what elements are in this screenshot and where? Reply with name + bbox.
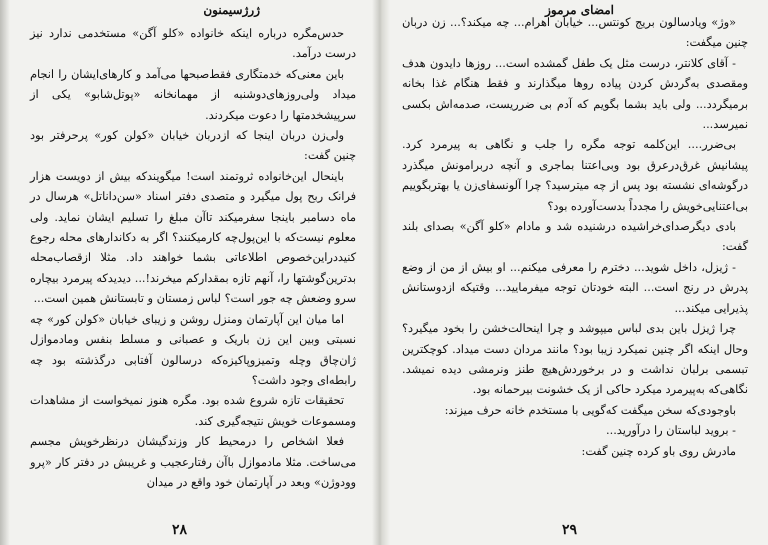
paragraph: حدس‌مگره درباره اینکه خانواده «کلو آگن» مستخدمی ندارد نیز درست درآمد. xyxy=(30,27,356,61)
paragraph: - بروید لباستان را درآورید... xyxy=(606,424,736,438)
left-edge-shadow xyxy=(0,0,10,545)
left-page xyxy=(12,0,370,545)
paragraph: «وژ» ویادسالون بریج کونتس... خیابان اهرام... چه میکند؟... زن دربان چنین میگفت: xyxy=(402,16,748,50)
paragraph: - آقای کلانتر، درست مثل یک طفل گمشده است... روزها دایدون هدف ومقصدی به‌گردش کردن پیاده روها میگذارند و فقط هنگام غذا بخانه برمیگردد... ولی باید بشما بگویم که آدم بی ضرریست، صدمه‌اش بکسی نمیرسد... xyxy=(402,56,748,132)
running-head: ژرژسیمنون xyxy=(203,3,260,17)
running-head: امضای مرموز xyxy=(545,3,614,17)
page-body xyxy=(30,24,356,493)
paragraph: فعلا اشخاص را درمحیط کار وزندگیشان درنظرخویش مجسم می‌ساخت. مثلا مادموازل باآن رفتارعجیب و غریبش در دفتر کار «پرو وودوژن» وبعد در آپارتمان خود واقع در میدان xyxy=(30,435,356,489)
paragraph: بادی دیگرصدای‌خراشیده درشنیده شد و مادام «کلو آگن» بصدای بلند گفت: xyxy=(402,220,748,254)
paragraph: باوجودی‌که سخن میگفت که‌گویی با مستخدم خانه حرف میزند: xyxy=(444,403,736,417)
paragraph: باینحال این‌خانواده ثروتمند است! میگویند‌که بیش از دویست هزار فرانک ربح پول میگیرد و متصدی دفتر اسناد «سن‌داناتل» هرسال در ماه دسامبر باینجا سفرمیکند تاآن مبلغ را تسلیم ایشان نماید. ولی معلوم نیست‌که با این‌پول‌چه کارمیکنند؟ اگر به دکاندارهای محله رجوع کنیددراین‌خصوص اطلاعاتی بشما خواهند داد. مثلا ازقصاب‌محله بدترین‌گوشتها را، آنهم تازه بمقدارکم میخرند!... دیدید‌که پیرمرد بیچاره سرو وضعش چه جور است؟ لباس زمستان و تابستانش همین است... xyxy=(30,169,356,306)
page-number: ۲۸ xyxy=(172,522,188,538)
right-page xyxy=(392,0,764,545)
paragraph: بی‌ضرر.... این‌کلمه توجه مگره را جلب و نگاهی به پیرمرد کرد. پیشانیش غرق‌درعرق بود وبی‌اعتنا بماجری و آنچه دربرامونش میگذرد درگوشه‌ای نشسته بود پس از چه میترسید؟ چرا آلونسفای‌زن یا بهتربگوییم بی‌اعتنایی‌خویش را مجدداً بدست‌آورده بود؟ xyxy=(402,138,748,213)
paragraph: ولی‌زن دربان اینجا که ازدربان خیابان «کولن کور» پرحرفتر بود چنین گفت: xyxy=(30,129,356,163)
book-gutter xyxy=(372,0,390,545)
page-body xyxy=(402,13,748,462)
paragraph: اما میان این آپارتمان ومنزل روشن و زیبای خیابان «کولن کور» چه نسبتی وبین این زن باریک و عصبانی و مسلط بنفس ومادموازل ژان‌چاق وچله وتمیزوپاکیزه‌که درسالون آفتابی درگذشته بود چه رابطه‌ای وجود داشت؟ xyxy=(30,312,356,387)
paragraph: باین معنی‌که خدمتگاری فقط‌صبحها می‌آمد و کارهای‌ایشان را انجام میداد ولی‌روزهای‌دوشنبه از مهمانخانه «پوتل‌شابو» یکی از سرپیشخدمتها را دعوت میکردند. xyxy=(30,67,356,122)
paragraph: تحقیقات تازه شروع شده بود. مگره هنوز نمیخواست از مشاهدات ومسموعات خویش نتیجه‌گیری کند. xyxy=(30,394,356,428)
paragraph: - ژیزل، داخل شوید... دخترم را معرفی میکنم... او بیش از من از وضع پدرش در رنج است... البته خودتان توجه میفرمایید... وقتیکه ازدوستانش پذیرایی میکند... xyxy=(402,260,748,315)
paragraph: مادرش روی باو کرده چنین گفت: xyxy=(581,444,736,458)
page-number: ۲۹ xyxy=(562,522,578,538)
paragraph: چرا ژیزل باین بدی لباس میپوشد و چرا اینحالت‌خشن را بخود میگیرد؟ وحال اینکه اگر چنین نمیکرد زیبا بود؟ مانند مردان دست میداد. کوچکترین تبسمی برلبان نداشت و در برخوردش‌هیچ طنز ونرمشی دیده نمیشد. نگاهی‌که به‌پیرمرد میکرد حاکی از یک خشونت بیرحمانه بود. xyxy=(402,322,748,397)
